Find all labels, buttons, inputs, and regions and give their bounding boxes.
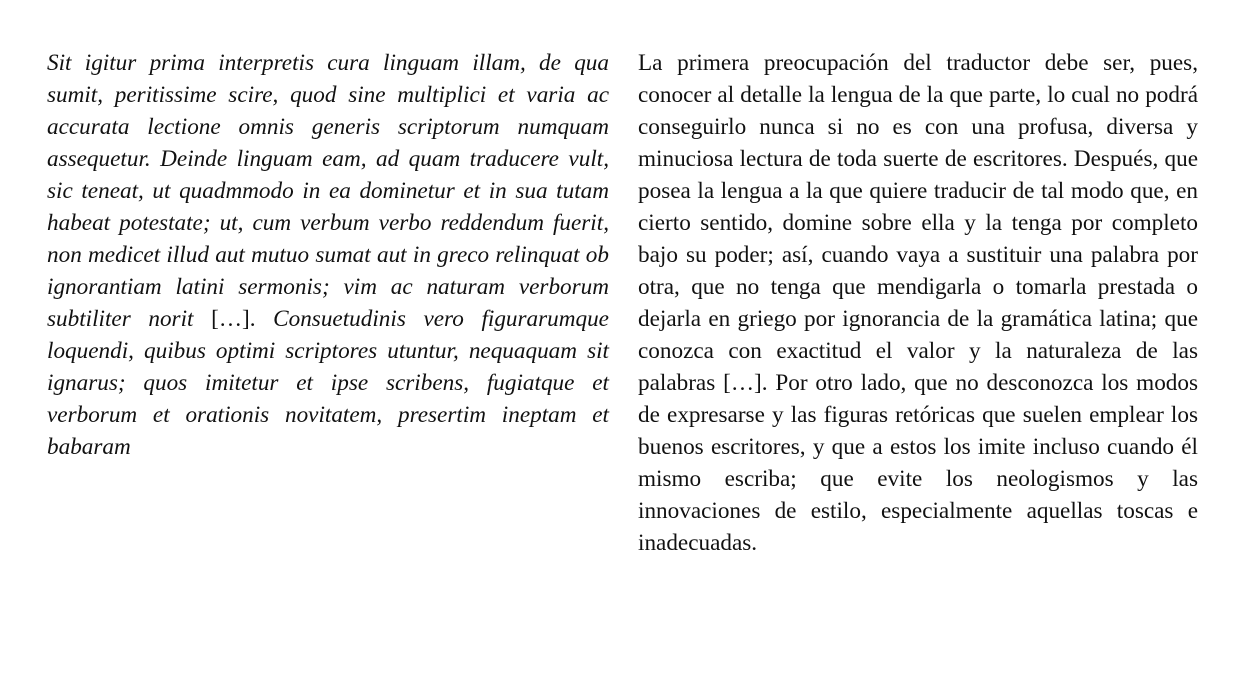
spanish-translation-column (638, 47, 1198, 559)
latin-text-part-2: Consuetudinis vero figurarumque loquendi, quibus optimi scriptores utuntur, nequaquam sit ignarus; quos imitetur et ipse scribens, fugiatque et verborum et orationis novitatem, presertim ineptam et babaram (47, 306, 609, 460)
latin-text-column (47, 47, 609, 463)
spanish-text: La primera preocupación del traductor debe ser, pues, conocer al detalle la lengua de la que parte, lo cual no podrá conseguirlo nunca si no es con una profusa, diversa y minuciosa lectura de toda suerte de escritores. Después, que posea la lengua a la que quiere traducir de tal modo que, en cierto sentido, domine sobre ella y la tenga por completo bajo su poder; así, cuando vaya a sustituir una palabra por otra, que no tenga que mendigarla o tomarla prestada o dejarla en griego por ignorancia de la gramática latina; que conozca con exactitud el valor y la naturaleza de las palabras […]. Por otro lado, que no desconozca los modos de expresarse y las figuras retóricas que suelen emplear los buenos escritores, y que a estos los imite incluso cuando él mismo escriba; que evite los neologismos y las innovaciones de estilo, especialmente aquellas toscas e inadecuadas. (638, 50, 1198, 556)
latin-ellipsis: […]. (193, 306, 274, 332)
latin-text-part-1: Sit igitur prima interpretis cura linguam illam, de qua sumit, peritissime scire, quod sine multiplici et varia ac accurata lectione omnis generis scriptorum numquam assequetur. Deinde linguam eam, ad quam traducere vult, sic teneat, ut quadmmodo in ea dominetur et in sua tutam habeat potestate; ut, cum verbum verbo reddendum fuerit, non medicet illud aut mutuo sumat aut in greco relinquat ob ignorantiam latini sermonis; vim ac naturam verborum subtiliter norit (47, 50, 609, 332)
